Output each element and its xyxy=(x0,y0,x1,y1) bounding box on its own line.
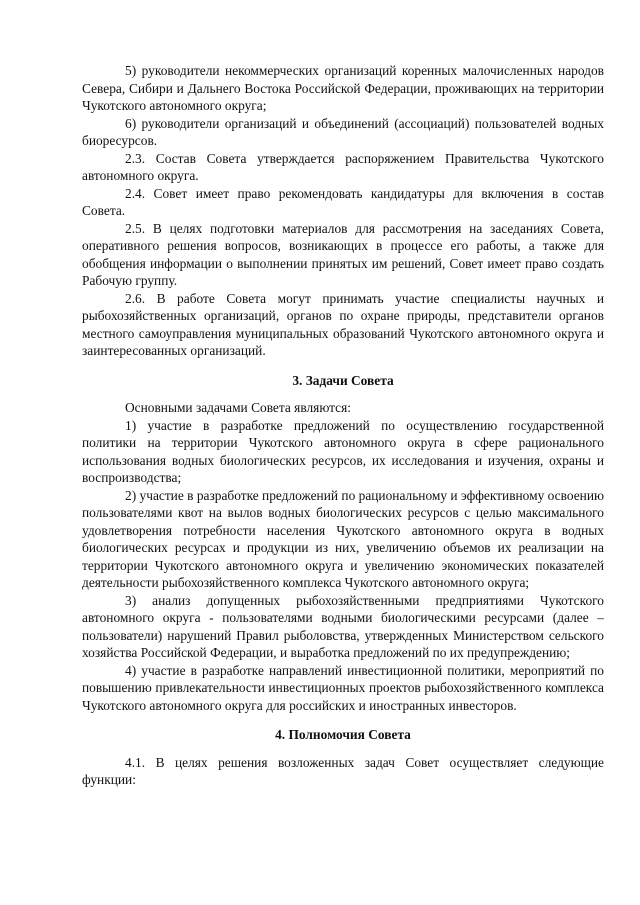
list-item-5: 5) руководители некоммерческих организаций коренных малочисленных народов Севера, Сибири и Дальнего Востока Российской Федерации, проживающих на территории Чукотского автономного округа; xyxy=(82,63,604,113)
section-4-heading: 4. Полномочия Совета xyxy=(275,727,411,742)
task-1: 1) участие в разработке предложений по осуществлению государственной политики на территории Чукотского автономного округа в сфере рационального использования водных биологических ресурсов, их исследования и изучения, охраны и воспроизводства; xyxy=(82,417,604,485)
clause-2-3: 2.3. Состав Совета утверждается распоряжением Правительства Чукотского автономного округа. xyxy=(82,150,604,183)
task-3: 3) анализ допущенных рыбохозяйственными предприятиями Чукотского автономного округа - пользователями водными биологическими ресурсами (далее – пользователи) нарушений Правил рыболовства, утвержденных Министерством сельского хозяйства Российской Федерации, и выработка предложений по их предупреждению; xyxy=(82,592,604,660)
clause-2-4: 2.4. Совет имеет право рекомендовать кандидатуры для включения в состав Совета. xyxy=(82,185,604,218)
section-3-intro: Основными задачами Совета являются: xyxy=(125,400,351,415)
clause-4-1: 4.1. В целях решения возложенных задач Совет осуществляет следующие функции: xyxy=(82,754,604,787)
list-item-6: 6) руководители организаций и объединений (ассоциаций) пользователей водных биоресурсов. xyxy=(82,115,604,148)
spacer xyxy=(82,389,604,399)
clause-2-6: 2.6. В работе Совета могут принимать участие специалисты научных и рыбохозяйственных организаций, органов по охране природы, представители органов местного самоуправления муниципальных образований Чукотского автономного округа и заинтересованных организаций. xyxy=(82,290,604,358)
section-3-heading: 3. Задачи Совета xyxy=(292,372,394,388)
document-page xyxy=(82,62,604,789)
task-2: 2) участие в разработке предложений по рациональному и эффективному освоению пользователями квот на вылов водных биологических ресурсов с целью максимального удовлетворения потребности населения Чукотского автономного округа в водных биологических ресурсах и продукции из них, увеличению объемов их реализации на территории Чукотского автономного округа и увеличению экономических показателей деятельности рыбохозяйственного комплекса Чукотского автономного округа; xyxy=(82,487,604,590)
spacer xyxy=(82,714,604,726)
spacer xyxy=(82,744,604,754)
task-4: 4) участие в разработке направлений инвестиционной политики, мероприятий по повышению привлекательности инвестиционных проектов рыбохозяйственного комплекса Чукотского автономного округа для российских и иностранных инвесторов. xyxy=(82,662,604,713)
spacer xyxy=(82,360,604,372)
clause-2-5: 2.5. В целях подготовки материалов для рассмотрения на заседаниях Совета, оперативного решения вопросов, возникающих в процессе его работы, а также для обобщения информации о выполнении принятых им решений, Совет имеет право создать Рабочую группу. xyxy=(82,220,604,288)
